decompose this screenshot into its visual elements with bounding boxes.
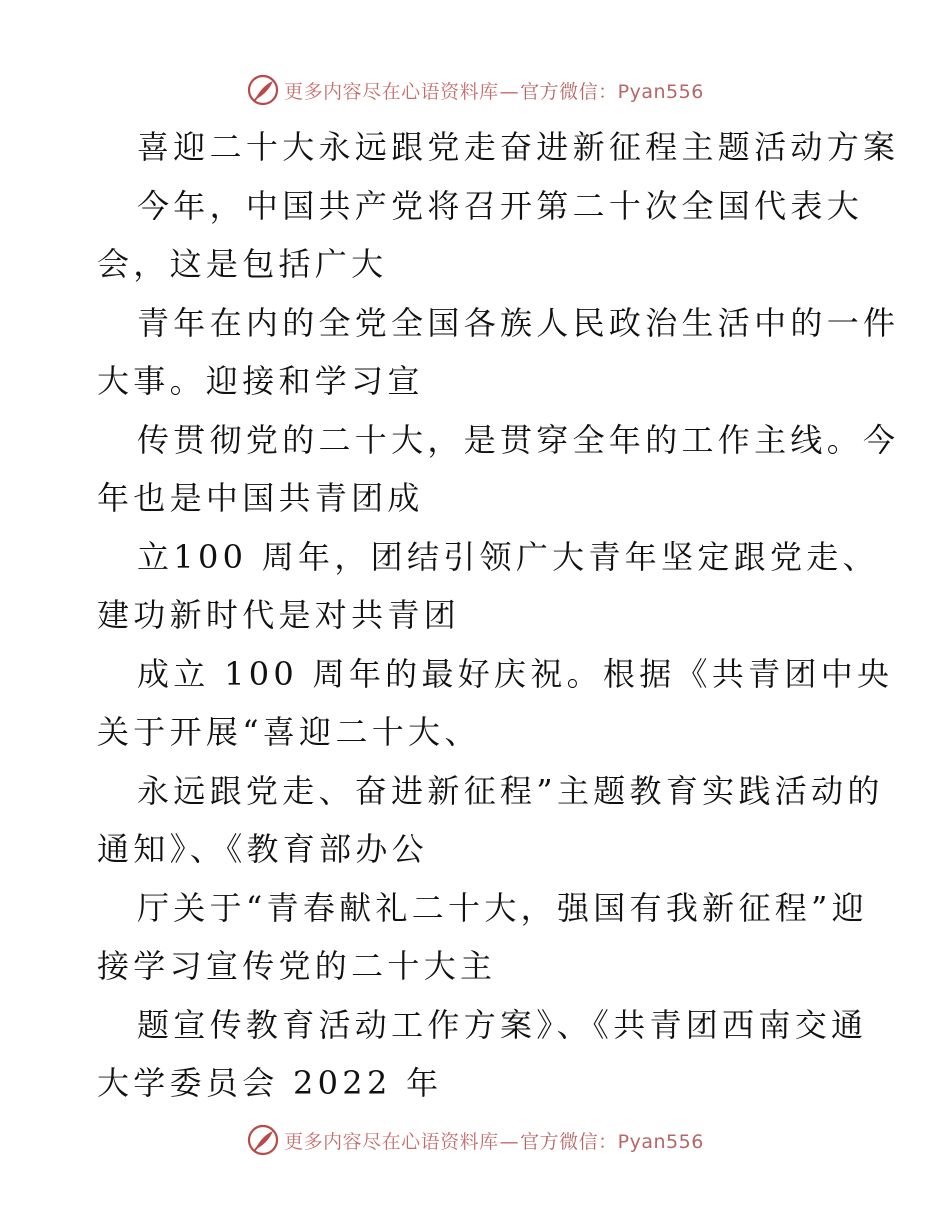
watermark-text — [284, 1127, 704, 1154]
text-line: 成立 100 周年的最好庆祝。根据《共青团中央 — [137, 654, 894, 693]
watermark-dash: — — [499, 1130, 520, 1153]
document-body — [97, 118, 900, 1113]
text-line: 永远跟党走、奋进新征程”主题教育实践活动的 — [137, 771, 884, 810]
feather-pen-logo-icon — [246, 73, 280, 107]
text-line: 大学委员会 2022 年 — [97, 1064, 443, 1102]
text-line: 今年，中国共产党将召开第二十次全国代表大 — [137, 186, 864, 225]
watermark-main: 更多内容尽在心语资料库 — [284, 80, 499, 103]
text-line: 题宣传教育活动工作方案》、《共青团西南交通 — [137, 1005, 868, 1044]
text-line: 厅关于“青春献礼二十大，强国有我新征程”迎 — [137, 888, 869, 927]
text-line: 青年在内的全党全国各族人民政治生活中的一件 — [137, 303, 900, 342]
text-line: 年也是中国共青团成 — [97, 479, 424, 517]
text-line: 接学习宣传党的二十大主 — [97, 947, 497, 985]
text-line: 关于开展“喜迎二十大、 — [97, 713, 481, 751]
watermark-dash: — — [499, 80, 520, 103]
text-line: 传贯彻党的二十大，是贯穿全年的工作主线。今 — [137, 420, 900, 459]
watermark-wechat: 官方微信：Pyan556 — [520, 1130, 704, 1153]
footer-watermark — [0, 1122, 950, 1158]
text-line: 会，这是包括广大 — [97, 245, 388, 283]
watermark-wechat: 官方微信：Pyan556 — [520, 80, 704, 103]
document-title: 喜迎二十大永远跟党走奋进新征程主题活动方案 — [137, 128, 900, 166]
header-watermark — [0, 72, 950, 108]
text-line: 立100 周年，团结引领广大青年坚定跟党走、 — [137, 537, 879, 576]
text-line: 通知》、《教育部办公 — [97, 830, 429, 868]
watermark-text — [284, 77, 704, 104]
watermark-main: 更多内容尽在心语资料库 — [284, 1130, 499, 1153]
text-line: 大事。迎接和学习宣 — [97, 362, 424, 400]
text-line: 建功新时代是对共青团 — [97, 596, 461, 634]
feather-pen-logo-icon — [246, 1123, 280, 1157]
